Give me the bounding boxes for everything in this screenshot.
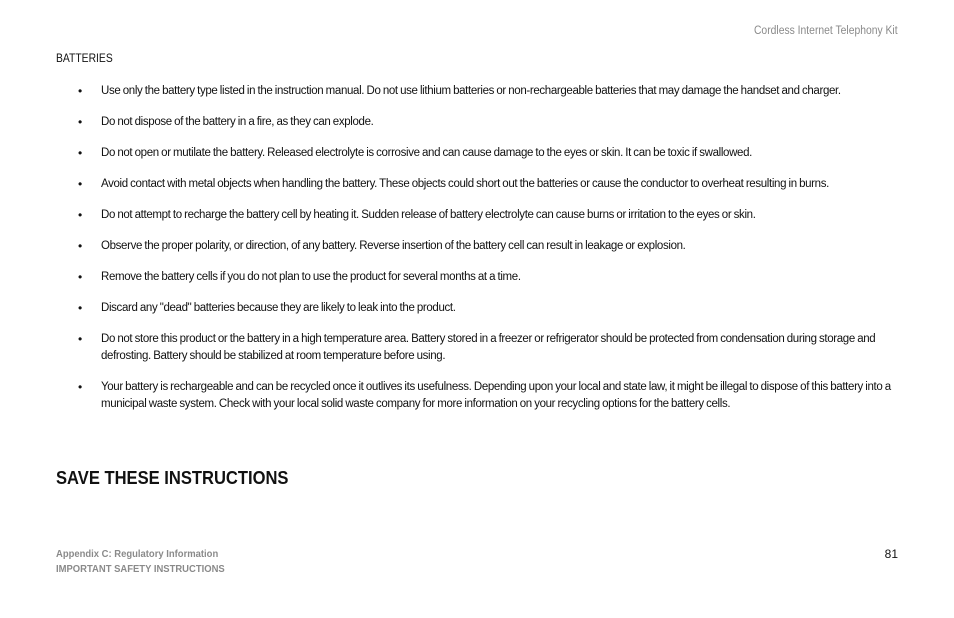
safety-bullet-list: [56, 83, 906, 427]
list-item: [56, 207, 906, 224]
bullet-icon: •: [78, 115, 83, 129]
footer-section-info: [56, 547, 225, 576]
bullet-icon: •: [78, 332, 83, 346]
list-item-text: Remove the battery cells if you do not plan to use the product for several months at a time.: [101, 271, 521, 283]
list-item-text: Do not open or mutilate the battery. Released electrolyte is corrosive and can cause damage to the eyes or skin. It can be toxic if swallowed.: [101, 147, 752, 159]
list-item: [56, 379, 906, 413]
save-instructions-heading: SAVE THESE INSTRUCTIONS: [56, 468, 289, 488]
list-item: [56, 176, 906, 193]
footer-appendix-label: Appendix C: Regulatory Information: [56, 548, 219, 560]
list-item-text: Do not attempt to recharge the battery cell by heating it. Sudden release of battery electrolyte can cause burns or irritation to the eyes or skin.: [101, 209, 756, 221]
list-item: [56, 331, 906, 365]
bullet-icon: •: [78, 239, 83, 253]
list-item-text: Discard any "dead" batteries because they are likely to leak into the product.: [101, 302, 456, 314]
list-item-text: Do not dispose of the battery in a fire, as they can explode.: [101, 116, 374, 128]
bullet-icon: •: [78, 301, 83, 315]
page-number: 81: [884, 547, 898, 561]
list-item: [56, 238, 906, 255]
list-item: [56, 269, 906, 286]
bullet-icon: •: [78, 380, 83, 394]
list-item: [56, 114, 906, 131]
list-item: [56, 300, 906, 317]
bullet-icon: •: [78, 208, 83, 222]
list-item-text: Use only the battery type listed in the instruction manual. Do not use lithium batteries or non-rechargeable batteries that may damage the handset and charger.: [101, 85, 841, 97]
list-item: [56, 145, 906, 162]
bullet-icon: •: [78, 84, 83, 98]
list-item-text: Do not store this product or the battery in a high temperature area. Battery stored in a freezer or refrigerator should be protected from condensation during storage and defrosting. Battery should be stabilized at room temperature before using.: [101, 333, 876, 362]
list-item-text: Avoid contact with metal objects when handling the battery. These objects could short out the batteries or cause the conductor to overheat resulting in burns.: [101, 178, 829, 190]
page-header-title: Cordless Internet Telephony Kit: [754, 25, 898, 37]
bullet-icon: •: [78, 177, 83, 191]
bullet-icon: •: [78, 146, 83, 160]
list-item: [56, 83, 906, 100]
list-item-text: Observe the proper polarity, or direction, of any battery. Reverse insertion of the battery cell can result in leakage or explosion.: [101, 240, 686, 252]
list-item-text: Your battery is rechargeable and can be recycled once it outlives its usefulness. Depending upon your local and state law, it might be illegal to dispose of this battery into a municipal waste system. Check with your local solid waste company for more information on your recycling options for the battery cells.: [101, 381, 891, 410]
section-heading: BATTERIES: [56, 53, 113, 65]
bullet-icon: •: [78, 270, 83, 284]
footer-section-label: IMPORTANT SAFETY INSTRUCTIONS: [56, 562, 225, 575]
